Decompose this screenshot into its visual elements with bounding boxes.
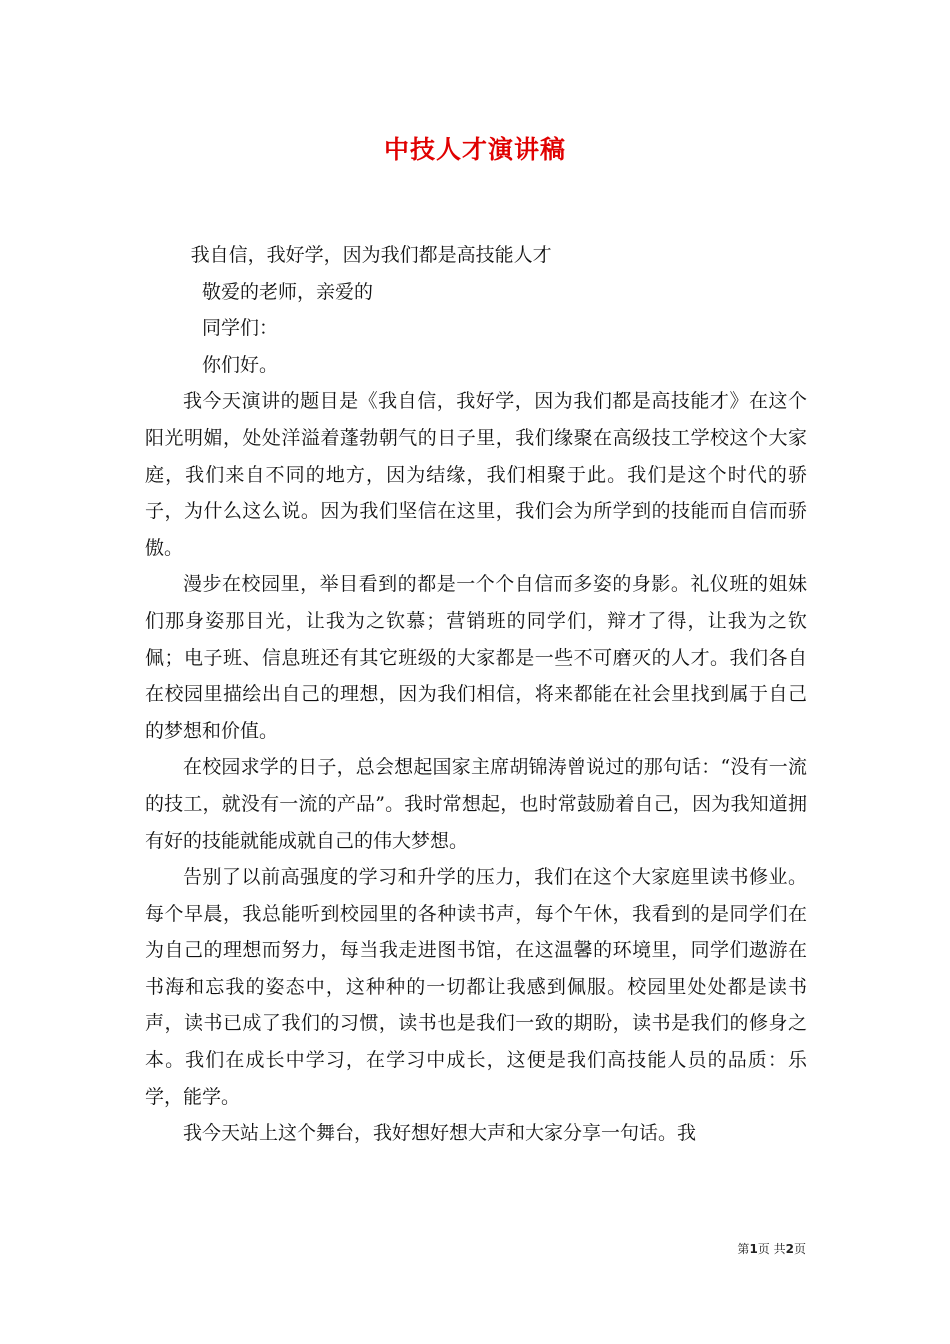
footer-middle: 页 共 — [757, 1242, 786, 1256]
footer-prefix: 第 — [737, 1242, 750, 1256]
document-body — [145, 237, 807, 1152]
subtitle-line: 我自信，我好学，因为我们都是高技能人才 — [190, 244, 552, 266]
greeting-line: 你们好。 — [202, 353, 279, 376]
paragraph: 我今天站上这个舞台，我好想好想大声和大家分享一句话。我 — [183, 1122, 697, 1145]
footer-total-pages: 2 — [785, 1242, 794, 1256]
footer-current-page: 1 — [749, 1242, 758, 1256]
paragraph: 我今天演讲的题目是《我自信，我好学，因为我们都是高技能才》在这个阳光明媚，处处洋溢着蓬勃朝气的日子里，我们缘聚在高级技工学校这个大家庭，我们来自不同的地方，因为结缘，我们相聚于此。我们是这个时代的骄子，为什么这么说。因为我们坚信在这里，我们会为所学到的技能而自信而骄傲。 — [145, 390, 807, 559]
greeting-line: 同学们： — [202, 317, 279, 340]
page-title: 中技人才演讲稿 — [383, 135, 566, 164]
paragraph: 漫步在校园里，举目看到的都是一个个自信而多姿的身影。礼仪班的姐妹们那身姿那目光，让我为之钦慕；营销班的同学们，辩才了得，让我为之钦佩；电子班、信息班还有其它班级的大家都是一些不可磨灭的人才。我们各自在校园里描绘出自己的理想，因为我们相信，将来都能在社会里找到属于自己的梦想和价值。 — [145, 573, 807, 742]
paragraph: 告别了以前高强度的学习和升学的压力，我们在这个大家庭里读书修业。每个早晨，我总能听到校园里的各种读书声，每个午休，我看到的是同学们在为自己的理想而努力，每当我走进图书馆，在这温馨的环境里，同学们遨游在书海和忘我的姿态中，这种种的一切都让我感到佩服。校园里处处都是读书声，读书已成了我们的习惯，读书也是我们一致的期盼，读书是我们的修身之本。我们在成长中学习，在学习中成长，这便是我们高技能人员的品质：乐学，能学。 — [145, 866, 807, 1108]
greeting-line: 敬爱的老师，亲爱的 — [202, 280, 374, 303]
paragraph: 在校园求学的日子，总会想起国家主席胡锦涛曾说过的那句话：“没有一流的技工，就没有一流的产品”。我时常想起，也时常鼓励着自己，因为我知道拥有好的技能就能成就自己的伟大梦想。 — [145, 756, 807, 852]
page-footer — [737, 1240, 806, 1257]
footer-suffix: 页 — [793, 1242, 806, 1256]
